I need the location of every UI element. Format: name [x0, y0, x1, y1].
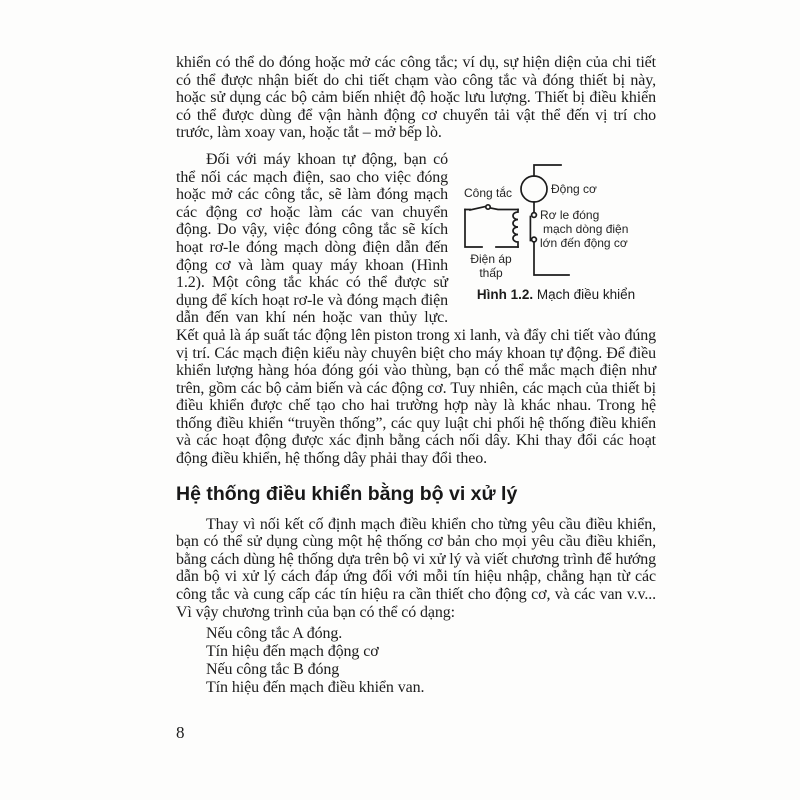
paragraph-1: khiển có thể do đóng hoặc mở các công tắc; ví dụ, sự hiện diện của chi tiết có thể được nhận biết do chi tiết chạm vào công tắc và đóng thiết bị này, hoặc sử dụng các bộ cảm biến nhiệt độ hoặc lưu lượng. Thiết bị điều khiển có thể được dùng để vận hành động cơ chuyển tải vật thể đến vị trí cho trước, làm xoay van, hoặc tắt – mở bếp lò.: [176, 54, 656, 142]
paragraph-2: Đối với máy khoan tự động, bạn có thể nối các mạch điện, sao cho việc đóng hoặc mở các công tắc, sẽ làm đóng mạch các động cơ hoặc làm các van chuyển động. Do vậy, việc đóng công tắc sẽ kích hoạt rơ-le đóng mạch dòng điện dẫn đến động cơ và làm quay máy khoan (Hình 1.2). Một công tắc khác có thể được sử dụng để kích hoạt rơ-le và đóng mạch điện dẫn đến van khí nén hoặc van thủy lực. Kết quả là áp suất tác động lên piston trong xi lanh, và đẩy chi tiết vào đúng vị trí. Các mạch điện kiểu này chuyên biệt cho máy khoan tự động. Để điều khiển lượng hàng hóa đóng gói vào thùng, bạn có thể mắc mạch điện như trên, gồm các bộ cảm biến và các động cơ. Tuy nhiên, các mạch của thiết bị điều khiển được chế tạo cho hai trường hợp này là khác nhau. Trong hệ thống điều khiển “truyền thống”, các quy luật chi phối hệ thống điều khiển và các hoạt động được xác định bằng cách nối dây. Khi thay đổi các hoạt động điều khiển, hệ thống dây phải thay đổi theo.: [176, 150, 656, 468]
switch-label: Công tắc: [464, 185, 513, 200]
motor-top-wire: [534, 165, 561, 176]
voltage-label-line2: thấp: [479, 265, 503, 280]
relay-coil: [513, 209, 518, 247]
program-listing: [206, 625, 656, 697]
switch-to-coil-wire: [490, 208, 518, 210]
switch-symbol: [465, 206, 486, 210]
motor-label: Động cơ: [551, 181, 597, 196]
motor-circle: [521, 176, 547, 202]
figure-caption-number: Hình 1.2.: [476, 286, 534, 302]
page-content: [176, 54, 656, 743]
figure-caption: [456, 287, 656, 302]
program-line: Tín hiệu đến mạch động cơ: [206, 643, 379, 661]
figure-1-2: [456, 152, 656, 302]
voltage-label-line1: Điện áp: [470, 251, 512, 266]
program-line: Nếu công tắc A đóng.: [206, 625, 343, 643]
program-line: Tín hiệu đến mạch điều khiển van.: [206, 679, 425, 697]
section-heading: Hệ thống điều khiển bằng bộ vi xử lý: [176, 482, 518, 505]
relay-contact-terminal-top: [532, 213, 537, 218]
figure-caption-text: Mạch điều khiển: [536, 286, 636, 302]
relay-label-line2: mạch dòng điện: [543, 221, 629, 236]
low-voltage-loop-wire: [465, 209, 518, 247]
page-number: 8: [176, 723, 185, 743]
relay-label-line1: Rơ le đóng: [540, 207, 600, 222]
paragraph-3: Thay vì nối kết cố định mạch điều khiển cho từng yêu cầu điều khiển, bạn có thể sử dụng cùng một hệ thống cơ bản cho mọi yêu cầu điều khiển, bằng cách dùng hệ thống dựa trên bộ vi xử lý và viết chương trình để hướng dẫn bộ vi xử lý cách đáp ứng đối với mỗi tín hiệu nhập, chẳng hạn từ các công tắc và cung cấp các tín hiệu ra cần thiết cho động cơ, và các van v.v... Vì vậy chương trình của bạn có thể có dạng:: [176, 515, 656, 621]
control-circuit-diagram: [456, 152, 656, 284]
program-line: Nếu công tắc B đóng: [206, 661, 340, 679]
relay-label-line3: lớn đến động cơ: [540, 235, 628, 250]
